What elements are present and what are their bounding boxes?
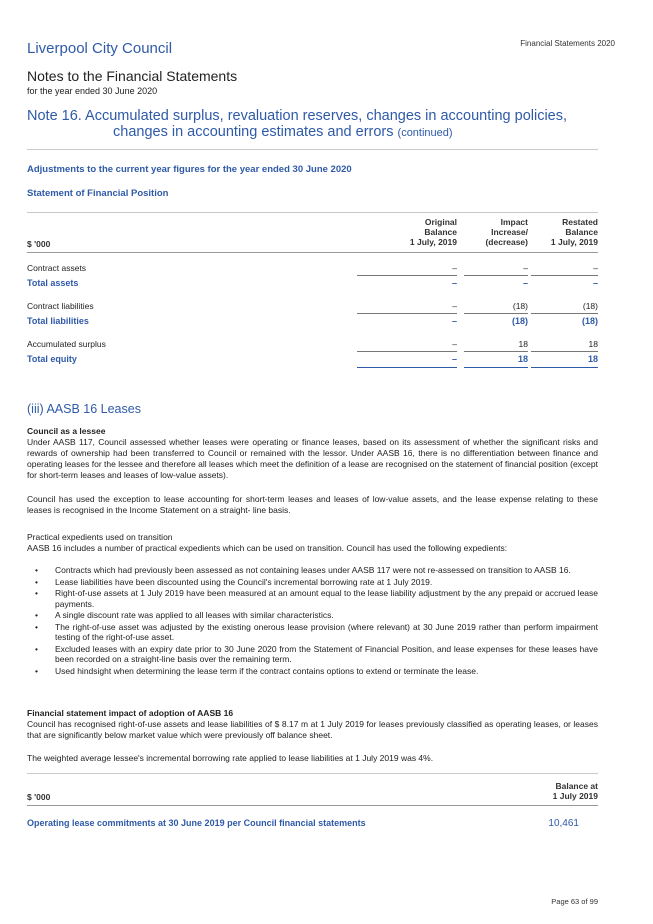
unit-label: $ '000 (27, 792, 51, 802)
header-rule (27, 805, 598, 806)
list-item: • Right-of-use assets at 1 July 2019 have been measured at an amount equal to the lease liability adjustment by the any prepaid or accrued lease payments. (27, 588, 598, 609)
table-row-total: Total assets – – – (27, 278, 598, 288)
unit-label: $ '000 (27, 239, 51, 249)
note-title-line2: changes in accounting estimates and errors (113, 124, 394, 140)
rate-paragraph: The weighted average lessee's incremental borrowing rate applied to lease liabilities at 1 July 2019 was 4%. (27, 753, 434, 763)
sfp-heading: Statement of Financial Position (27, 188, 169, 199)
expedients-list (27, 565, 598, 677)
list-item: • Contracts which had previously been assessed as not containing leases under AASB 117 were not re-assessed on transition to AASB 16. (27, 565, 598, 576)
divider (27, 212, 598, 213)
report-title: Financial Statements 2020 (520, 39, 615, 48)
table-row-total: Total liabilities – (18) (18) (27, 316, 598, 326)
impact-heading: Financial statement impact of adoption of AASB 16 (27, 708, 234, 718)
col-balance-header: Balance at 1 July 2019 (552, 781, 598, 801)
list-item: • The right-of-use asset was adjusted by the existing onerous lease provision (where relevant) at 30 June 2019 rather than perform impairment testing of the right-of-use asset. (27, 622, 598, 643)
table-row: Contract assets – – – (27, 263, 598, 273)
page-number: Page 63 of 99 (551, 897, 598, 906)
note-title (27, 108, 627, 141)
lessee-heading: Council as a lessee (27, 426, 106, 436)
col-impact-header: Impact Increase/ (decrease) (485, 217, 528, 247)
lessee-paragraph: Under AASB 117, Council assessed whether leases were operating or finance leases, based on its assessment of whether the significant risks and rewards of ownership had been transferred to Council or remained with the lessor. Under AASB 16, there is no differentiation between finance and operating leases for the lessee and therefore all leases which meet the definition of a lease are recognised on the statement of financial position (except for short-term leases and leases of low-value assets). (27, 437, 598, 480)
list-item: • Lease liabilities have been discounted using the Council's incremental borrowing rate at 1 July 2019. (27, 577, 598, 588)
table-row: Operating lease commitments at 30 June 2019 per Council financial statements 10,461 (27, 818, 579, 829)
header-rule (27, 252, 598, 253)
section-title: (iii) AASB 16 Leases (27, 402, 141, 416)
list-item: • A single discount rate was applied to all leases with similar characteristics. (27, 610, 598, 621)
adjustments-heading: Adjustments to the current year figures for the year ended 30 June 2020 (27, 164, 352, 175)
note-title-line1: Note 16. Accumulated surplus, revaluation reserves, changes in accounting policies, (27, 108, 568, 124)
council-name: Liverpool City Council (27, 40, 173, 57)
practical-intro: AASB 16 includes a number of practical expedients which can be used on transition. Council has used the following expedients: (27, 543, 508, 553)
exception-paragraph: Council has used the exception to lease accounting for short-term leases and leases of low-value assets, and the lease expense relating to these leases is recognised in the Income Statement on a straight- line basis. (27, 494, 598, 515)
table-row: Accumulated surplus – 18 18 (27, 339, 598, 349)
col-restated-header: Restated Balance 1 July, 2019 (550, 217, 598, 247)
list-item: • Used hindsight when determining the lease term if the contract contains options to extend or terminate the lease. (27, 666, 598, 677)
table-row-total: Total equity – 18 18 (27, 354, 598, 364)
notes-title: Notes to the Financial Statements (27, 68, 238, 84)
col-original-header: Original Balance 1 July, 2019 (409, 217, 457, 247)
continued-label: (continued) (397, 127, 453, 139)
adjustments-table (27, 217, 598, 367)
practical-heading: Practical expedients used on transition (27, 532, 173, 542)
list-item: • Excluded leases with an expiry date prior to 30 June 2020 from the Statement of Financial Position, and lease expenses for these leases have been recorded on a straight-line basis over the remaining term. (27, 644, 598, 665)
divider (27, 149, 598, 150)
commitments-table (27, 780, 598, 840)
period-subtitle: for the year ended 30 June 2020 (27, 86, 158, 96)
impact-paragraph: Council has recognised right-of-use assets and lease liabilities of $ 8.17 m at 1 July 2019 for leases previously classified as operating leases, or leases that are significantly below market value which were previously off balance sheet. (27, 719, 598, 740)
divider (27, 773, 598, 774)
table-row: Contract liabilities – (18) (18) (27, 301, 598, 311)
